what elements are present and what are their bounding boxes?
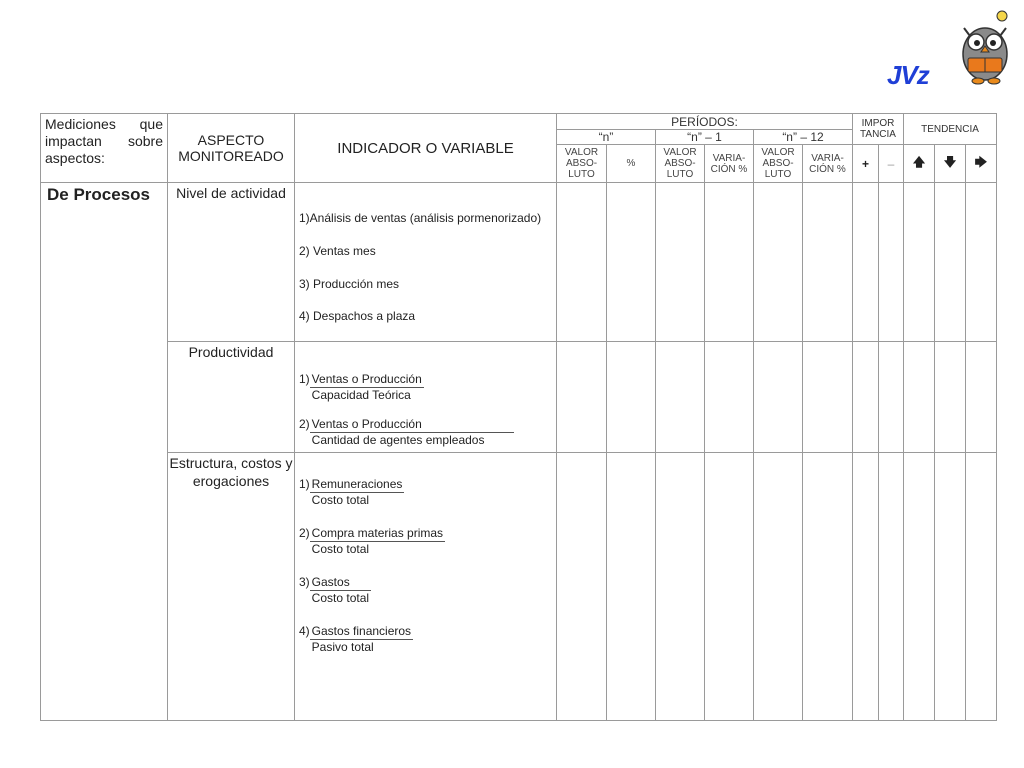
header-aspecto: ASPECTO MONITOREADO (168, 114, 295, 183)
aspect-productividad: Productividad (168, 342, 295, 453)
fraction-item: 3) $\frac{\text{Gastos}}{\text{Costo total}}$ (299, 575, 370, 605)
header-valor-n1: VALOR ABSO- LUTO (656, 145, 705, 183)
indicator-item: 1)Análisis de ventas (análisis pormenorizado) (299, 211, 542, 225)
indicator-item: 4) Despachos a plaza (299, 309, 416, 323)
indicator-item: 3) Producción mes (299, 277, 400, 291)
header-minus: – (879, 145, 904, 183)
header-valor-n: VALOR ABSO- LUTO (557, 145, 607, 183)
logo-text: JVz (887, 60, 929, 90)
indicators-productividad (295, 342, 557, 453)
header-tendencia: TENDENCIA (904, 114, 997, 145)
header-importancia: IMPOR TANCIA (853, 114, 904, 145)
header-period-n1: “n” – 1 (656, 130, 754, 145)
aspect-nivel-actividad: Nivel de actividad (168, 183, 295, 342)
header-periodos: PERÍODOS: (557, 114, 853, 130)
header-mediciones: Mediciones que impactan sobre aspectos: (41, 114, 168, 183)
fraction-item: 1) $\frac{\text{Remuneraciones}}{\text{Costo total}}$ (299, 477, 403, 507)
header-indicador: INDICADOR O VARIABLE (295, 114, 557, 183)
header-plus: + (853, 145, 879, 183)
indicator-item: 2) Ventas mes (299, 244, 376, 258)
header-pct-n: % (607, 145, 656, 183)
fraction-item: 2) $\frac{\text{Ventas o Producción}}{\text{Cantidad de agentes empleados}}$ (299, 417, 552, 448)
header-variacion-n12: VARIA- CIÓN % (803, 145, 853, 183)
header-variacion-n1: VARIA- CIÓN % (705, 145, 754, 183)
header-period-n12: “n” – 12 (754, 130, 853, 145)
fraction-item: 2) $\frac{\text{Compra materias primas}}{\text{Costo total}}$ (299, 526, 444, 556)
fraction-item: 1) $\frac{\text{Ventas o Producción}}{\text{Capacidad Teórica}}$ (299, 372, 422, 402)
indicators-table (40, 113, 997, 721)
indicators-nivel-actividad (295, 183, 557, 342)
category-label: De Procesos (41, 183, 168, 721)
header-period-n: “n” (557, 130, 656, 145)
header-valor-n12: VALOR ABSO- LUTO (754, 145, 803, 183)
arrow-right-icon: 🡆 (966, 145, 997, 183)
aspect-estructura: Estructura, costos y erogaciones (168, 453, 295, 721)
arrow-down-icon: 🡇 (935, 145, 966, 183)
fraction-item: 4) $\frac{\text{Gastos financieros}}{\text{Pasivo total}}$ (299, 624, 412, 654)
arrow-up-icon: 🡅 (904, 145, 935, 183)
owl-reading-icon (950, 6, 1020, 86)
indicators-estructura (295, 453, 557, 721)
